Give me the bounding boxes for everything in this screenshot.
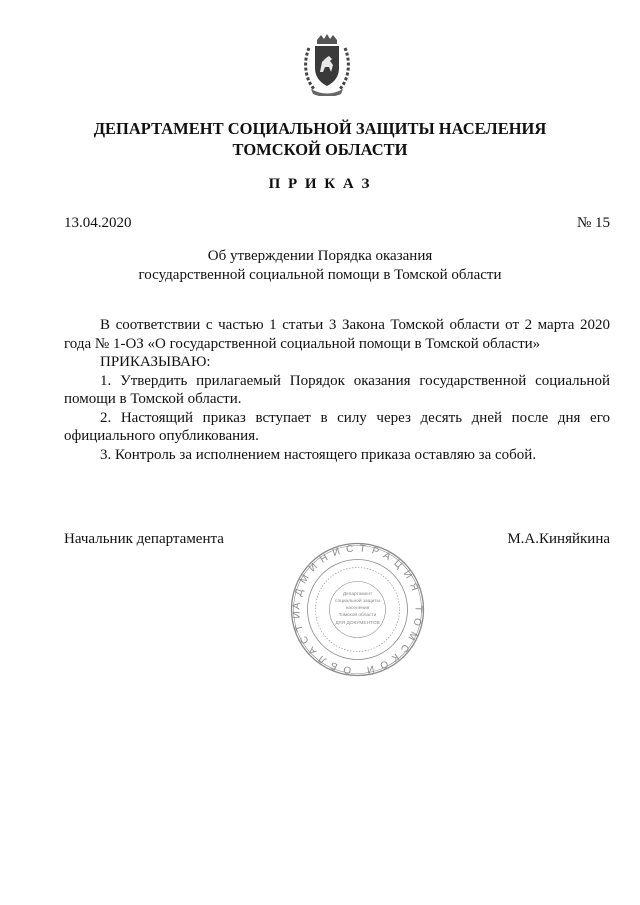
signatory-name: М.А.Киняйкина	[507, 531, 610, 547]
subject-line-2: государственной социальной помощи в Томской области	[138, 267, 502, 283]
order-word: ПРИКАЗЫВАЮ:	[100, 354, 211, 370]
seal-center-line-3: населения	[345, 606, 370, 611]
tomsk-oblast-coat-of-arms-icon	[301, 34, 353, 96]
seal-center-line-4: Томской области	[338, 613, 377, 618]
seal-center-line-1: Департамент	[342, 592, 373, 597]
seal-outer-text: АДМИНИСТРАЦИЯ ТОМСКОЙ ОБЛАСТИ	[291, 543, 424, 676]
signatory-role: Начальник департамента	[64, 531, 224, 547]
department-name-line-2: ТОМСКОЙ ОБЛАСТИ	[232, 140, 408, 159]
department-name-line-1: ДЕПАРТАМЕНТ СОЦИАЛЬНОЙ ЗАЩИТЫ НАСЕЛЕНИЯ	[93, 119, 547, 138]
seal-center-line-5: ДЛЯ ДОКУМЕНТОВ	[335, 621, 380, 626]
document-type-title: П Р И К А З	[268, 176, 372, 192]
official-seal	[290, 542, 425, 677]
seal-center-line-2: социальной защиты	[335, 599, 380, 604]
document-date: 13.04.2020	[64, 215, 132, 231]
document-body	[64, 316, 610, 464]
document-number: № 15	[576, 215, 610, 231]
order-item-1: 1. Утвердить прилагаемый Порядок оказания государственной социальной помощи в Томской области.	[64, 372, 610, 407]
document-subject	[0, 247, 640, 285]
order-item-3: 3. Контроль за исполнением настоящего приказа оставляю за собой.	[100, 446, 537, 463]
subject-line-1: Об утверждении Порядка оказания	[207, 248, 433, 264]
department-name	[0, 118, 640, 160]
order-item-2: 2. Настоящий приказ вступает в силу через десять дней после дня его официального опубликования.	[64, 409, 610, 444]
preamble-paragraph: В соответствии с частью 1 статьи 3 Закона Томской области от 2 марта 2020 года № 1-ОЗ «О государственной социальной помощи в Томской области»	[64, 317, 610, 352]
